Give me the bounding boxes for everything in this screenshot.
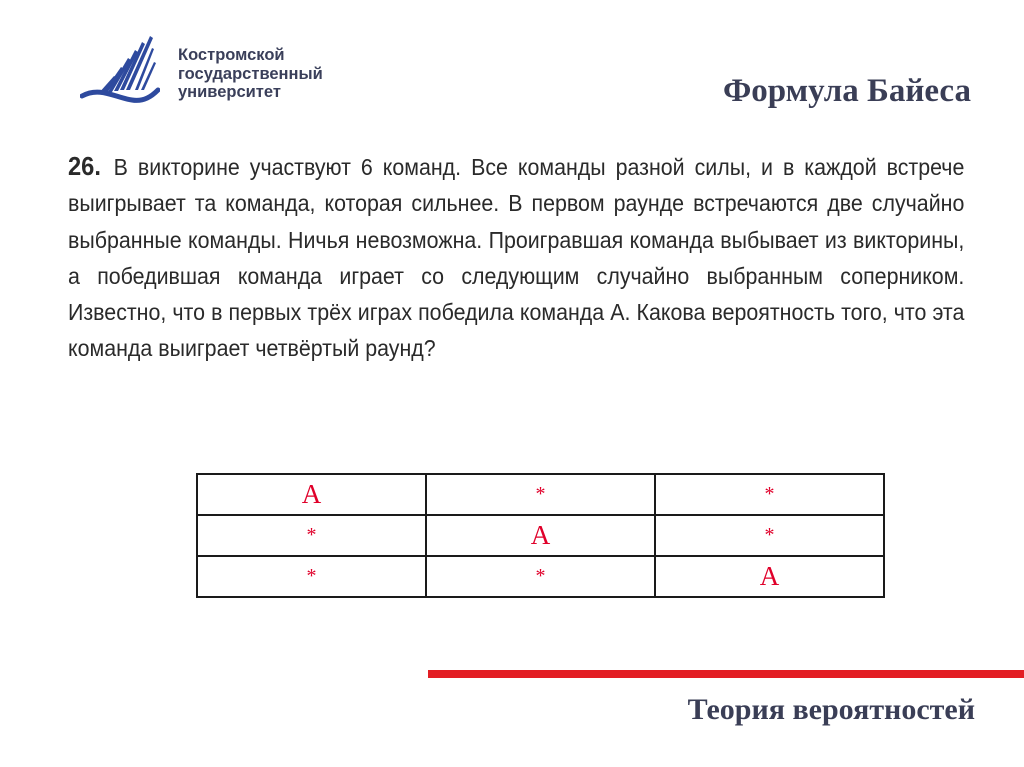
table-cell: А — [426, 515, 655, 556]
slide-title: Формула Байеса — [722, 73, 971, 109]
table-cell: А — [655, 556, 884, 597]
university-name — [178, 46, 323, 102]
university-name-line-2: государственный — [178, 64, 323, 83]
table-cell: * — [426, 474, 655, 515]
table-cell: * — [655, 515, 884, 556]
accent-divider — [428, 670, 1024, 678]
table-row — [197, 515, 884, 556]
table-cell: * — [426, 556, 655, 597]
university-name-line-1: Костромской — [178, 46, 285, 64]
table-row — [197, 474, 884, 515]
table-row — [197, 556, 884, 597]
table-cell: А — [197, 474, 426, 515]
table-cell: * — [655, 474, 884, 515]
table-cell: * — [197, 556, 426, 597]
problem-number: 26. — [68, 151, 101, 181]
university-logo-icon — [80, 34, 160, 116]
problem-statement — [68, 148, 964, 367]
table-cell: * — [197, 515, 426, 556]
university-name-line-3: университет — [178, 83, 281, 101]
problem-text: В викторине участвуют 6 команд. Все команды разной силы, и в каждой встрече выигрывает та команда, которая сильнее. В первом раунде встречаются две случайно выбранные команды. Ничья невозможна. Проигравшая команда выбывает из викторины, а победившая команда играет со следующим случайно выбранным соперником. Известно, что в первых трёх играх победила команда А. Какова вероятность того, что эта команда выиграет четвёртый раунд? — [68, 154, 965, 362]
footer-title: Теория вероятностей — [687, 693, 975, 726]
games-table — [196, 473, 885, 598]
